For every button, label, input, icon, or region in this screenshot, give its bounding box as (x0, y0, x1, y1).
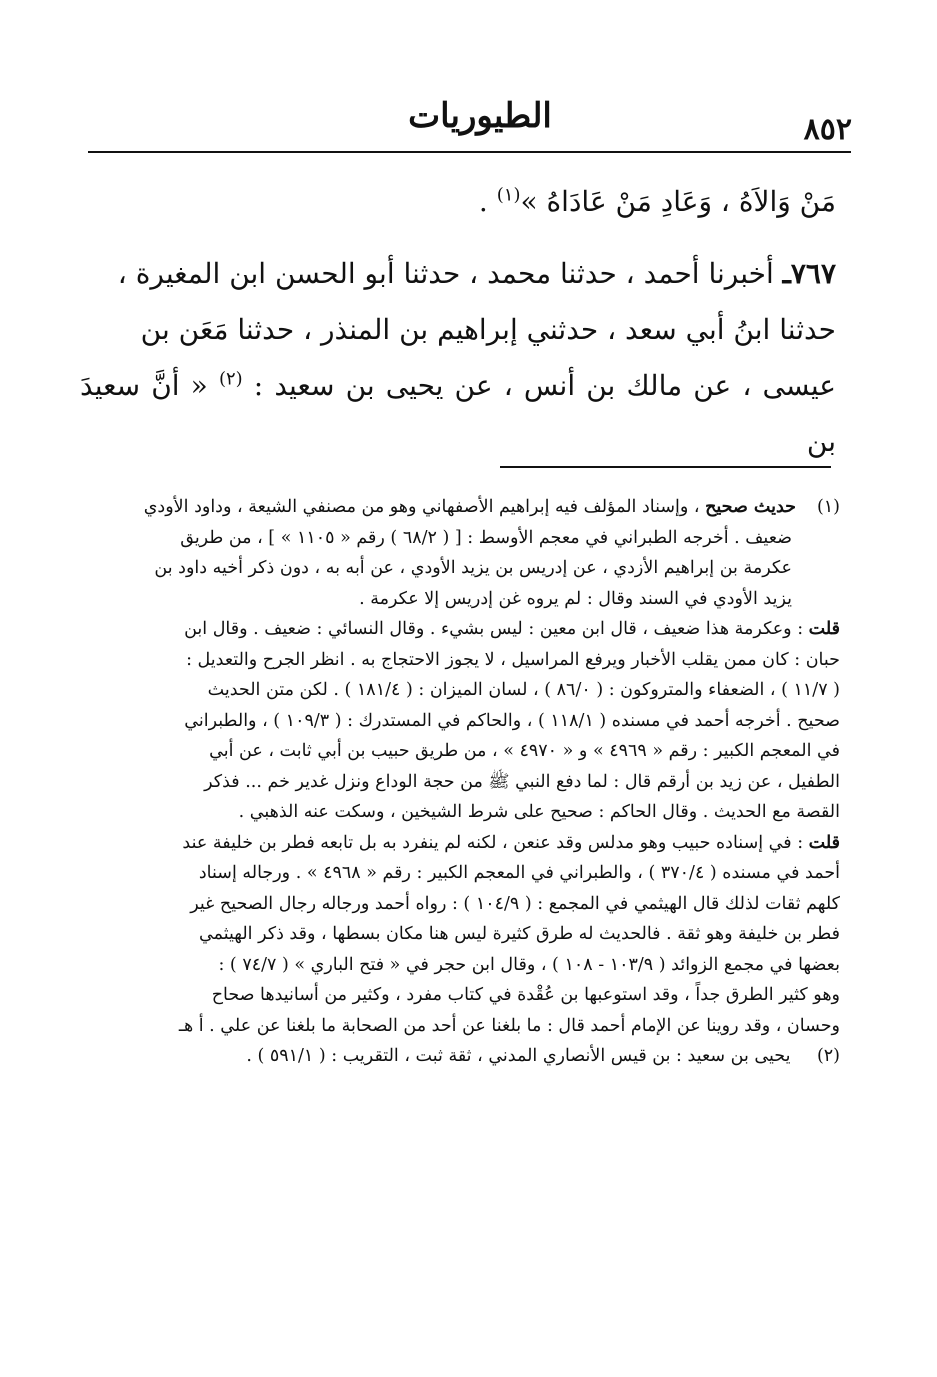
footnote-text: ، وإسناد المؤلف فيه إبراهيم الأصفهاني وهو من مصنفي الشيعة ، وداود الأودي (143, 497, 706, 517)
footnote-1 (84, 492, 840, 1041)
footnote-line: أحمد في مسنده ( ٣٧٠/٤ ) ، والطبراني في المعجم الكبير : رقم « ٤٩٦٨ » . ورجاله إسناد (198, 863, 840, 883)
footnote-line: عكرمة بن إبراهيم الأزدي ، عن إدريس بن يزيد الأودي ، عن أبه به ، دون ذكر أخيه داود بن (154, 558, 792, 578)
main-line-3-text-b: « أنَّ سعيدَ بن (80, 369, 836, 458)
footnote-text: : وعكرمة هذا ضعيف ، قال ابن معين : ليس بشيء . وقال النسائي : ضعيف . وقال ابن (184, 619, 809, 639)
footnote-ref-2: (٢) (218, 368, 243, 390)
book-title: الطيوريات (408, 96, 552, 136)
footnote-line: صحيح . أخرجه أحمد في مسنده ( ١١٨/١ ) ، والحاكم في المستدرك : ( ١٠٩/٣ ) ، والطبراني (184, 710, 840, 731)
footnote-line: يزيد الأودي في السند وقال : لم يروه غن إدريس إلا عكرمة . (359, 588, 792, 609)
main-line-3 (80, 358, 836, 470)
page-header (88, 92, 852, 152)
footnote-line: الطفيل ، عن زيد بن أرقم قال : لما دفع النبي ﷺ من حجة الوداع ونزل غدير خم ... فذكر (204, 771, 840, 792)
footnotes (84, 492, 840, 1072)
main-line-2: حدثنا ابنُ أبي سعد ، حدثني إبراهيم بن المنذر ، حدثنا مَعَن بن (140, 313, 836, 346)
footnote-line: وحسان ، وقد روينا عن الإمام أحمد قال : ما بلغنا عن أحد من الصحابة ما بلغنا عن علي . أ هـ (178, 1015, 840, 1036)
qultu-label: قلت (808, 619, 840, 639)
footnote-line: في المعجم الكبير : رقم « ٤٩٦٩ » و « ٤٩٧٠ » ، من طريق حبيب بن أبي ثابت ، عن أبي (209, 741, 840, 761)
footnote-line (84, 828, 840, 859)
main-line-0 (80, 172, 836, 232)
footnote-line (84, 614, 840, 645)
header-rule (88, 151, 851, 153)
main-line-1-text: أخبرنا أحمد ، حدثنا محمد ، حدثنا أبو الحسن ابن المغيرة ، (117, 257, 783, 290)
main-line-3-text-a: عيسى ، عن مالك بن أنس ، عن يحيى بن سعيد : (242, 369, 836, 402)
footnote-line: ( ١١/٧ ) ، الضعفاء والمتروكون : ( ٨٦/٠ ) ، لسان الميزان : ( ١٨١/٤ ) . لكن متن الحديث (207, 680, 840, 700)
main-text (80, 172, 836, 470)
grading-label: حديث صحيح (705, 497, 796, 517)
footnote-rule (500, 466, 831, 468)
footnote-line: فطر بن خليفة وهو ثقة . فالحديث له طرق كثيرة ليس هنا مكان بسطها ، وقد ذكر الهيثمي (199, 924, 840, 944)
footnote-line: بعضها في مجمع الزوائد ( ١٠٣/٩ - ١٠٨ ) ، وقال ابن حجر في « فتح الباري » ( ٧٤/٧ ) : (218, 954, 840, 975)
footnote-2 (84, 1041, 840, 1072)
qultu-label: قلت (808, 832, 840, 853)
footnote-marker-1: (١) (816, 497, 840, 517)
hadith-number: ٧٦٧ـ (782, 257, 836, 290)
footnote-line (84, 492, 840, 523)
footnote-line: وهو كثير الطرق جداً ، وقد استوعبها بن عُقْدة في كتاب مفرد ، وكثير من أسانيدها صحاح (211, 985, 840, 1005)
footnote-text: يحيى بن سعيد : بن قيس الأنصاري المدني ، ثقة ثبت ، التقريب : ( ٥٩١/١ ) . (246, 1046, 796, 1066)
main-line-1 (80, 246, 836, 302)
footnote-text: : في إسناده حبيب وهو مدلس وقد عنعن ، لكنه لم ينفرد به بل تابعه فطر بن خليفة عند (182, 832, 809, 853)
main-line-0-end: . (478, 185, 497, 218)
footnote-ref-1: (١) (496, 184, 521, 206)
footnote-marker-2: (٢) (816, 1046, 840, 1066)
footnote-line (84, 1041, 840, 1072)
page-number: ٨٥٢ (803, 112, 852, 147)
footnote-line: ضعيف . أخرجه الطبراني في معجم الأوسط : [ ( ٦٨/٢ ) رقم « ١١٠٥ » ] ، من طريق (180, 527, 792, 548)
footnote-line: كلهم ثقات لذلك قال الهيثمي في المجمع : ( ١٠٤/٩ ) : رواه أحمد ورجاله رجال الصحيح غير (190, 893, 840, 914)
main-line-0-text: مَنْ وَالاَهُ ، وَعَادِ مَنْ عَادَاهُ » (520, 185, 836, 218)
footnote-line: القصة مع الحديث . وقال الحاكم : صحيح على شرط الشيخين ، وسكت عنه الذهبي . (238, 802, 840, 822)
footnote-line: حبان : كان ممن يقلب الأخبار ويرفع المراسيل ، لا يجوز الاحتجاج به . انظر الجرح والتعديل : (186, 649, 840, 670)
